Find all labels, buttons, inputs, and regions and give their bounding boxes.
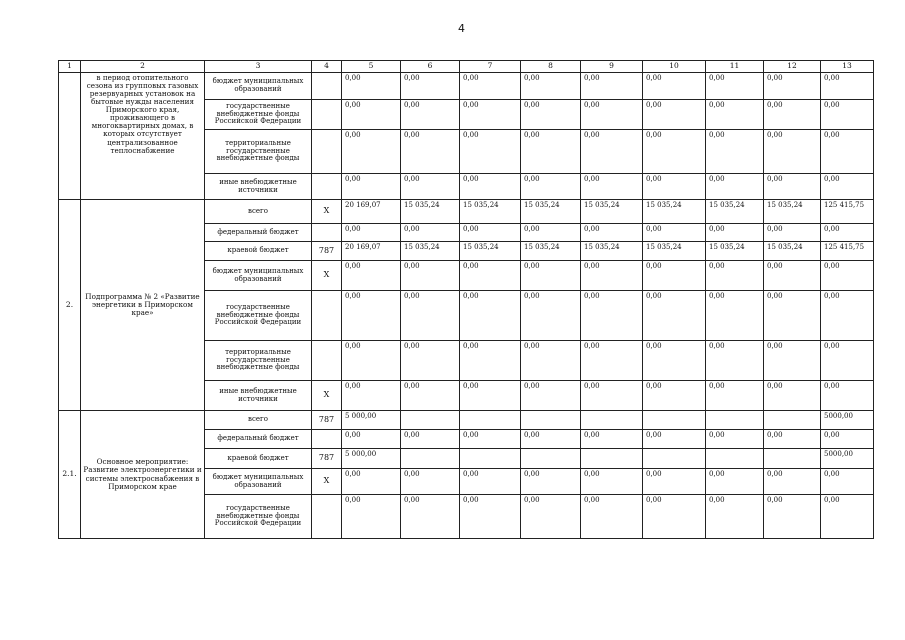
amount-cell: 0,00 bbox=[821, 291, 874, 341]
amount-cell bbox=[460, 449, 521, 469]
amount-cell: 15 035,24 bbox=[706, 242, 764, 261]
header-cell: 12 bbox=[764, 61, 821, 73]
amount-cell: 125 415,75 bbox=[821, 242, 874, 261]
budget-code bbox=[312, 291, 342, 341]
header-cell: 9 bbox=[581, 61, 643, 73]
amount-cell: 0,00 bbox=[643, 430, 706, 449]
program-name: Подпрограмма № 2 «Развитие энергетики в Приморском крае» bbox=[81, 200, 205, 411]
amount-cell: 0,00 bbox=[342, 174, 401, 200]
amount-cell: 0,00 bbox=[460, 495, 521, 539]
amount-cell: 15 035,24 bbox=[460, 242, 521, 261]
amount-cell: 15 035,24 bbox=[581, 242, 643, 261]
amount-cell: 0,00 bbox=[643, 381, 706, 411]
funding-source: краевой бюджет bbox=[205, 242, 312, 261]
amount-cell: 0,00 bbox=[581, 495, 643, 539]
amount-cell: 0,00 bbox=[581, 100, 643, 130]
amount-cell: 0,00 bbox=[521, 495, 581, 539]
amount-cell: 0,00 bbox=[342, 224, 401, 242]
amount-cell bbox=[706, 411, 764, 430]
amount-cell bbox=[581, 411, 643, 430]
amount-cell: 0,00 bbox=[821, 430, 874, 449]
amount-cell: 0,00 bbox=[821, 73, 874, 100]
amount-cell: 0,00 bbox=[342, 430, 401, 449]
funding-source: государственные внебюджетные фонды Российской Федерации bbox=[205, 291, 312, 341]
amount-cell: 0,00 bbox=[706, 174, 764, 200]
amount-cell: 0,00 bbox=[460, 73, 521, 100]
amount-cell: 0,00 bbox=[706, 130, 764, 174]
budget-code: X bbox=[312, 381, 342, 411]
amount-cell: 20 169,07 bbox=[342, 200, 401, 224]
amount-cell bbox=[460, 411, 521, 430]
budget-code: X bbox=[312, 469, 342, 495]
header-cell: 6 bbox=[401, 61, 460, 73]
amount-cell: 0,00 bbox=[764, 469, 821, 495]
budget-code bbox=[312, 430, 342, 449]
amount-cell: 0,00 bbox=[643, 341, 706, 381]
amount-cell: 0,00 bbox=[764, 261, 821, 291]
amount-cell: 0,00 bbox=[460, 261, 521, 291]
funding-source: бюджет муниципальных образований bbox=[205, 261, 312, 291]
amount-cell: 0,00 bbox=[581, 261, 643, 291]
amount-cell: 0,00 bbox=[460, 130, 521, 174]
amount-cell: 0,00 bbox=[581, 341, 643, 381]
budget-code: X bbox=[312, 200, 342, 224]
amount-cell: 0,00 bbox=[643, 174, 706, 200]
amount-cell: 0,00 bbox=[706, 469, 764, 495]
amount-cell: 0,00 bbox=[401, 174, 460, 200]
amount-cell: 15 035,24 bbox=[521, 242, 581, 261]
amount-cell: 0,00 bbox=[764, 73, 821, 100]
funding-source: территориальные государственные внебюджетные фонды bbox=[205, 341, 312, 381]
amount-cell: 15 035,24 bbox=[706, 200, 764, 224]
amount-cell bbox=[764, 449, 821, 469]
header-cell: 2 bbox=[81, 61, 205, 73]
amount-cell: 0,00 bbox=[821, 130, 874, 174]
amount-cell: 0,00 bbox=[643, 130, 706, 174]
funding-source: бюджет муниципальных образований bbox=[205, 73, 312, 100]
amount-cell: 0,00 bbox=[764, 174, 821, 200]
row-index: 2.1. bbox=[59, 411, 81, 539]
amount-cell: 0,00 bbox=[706, 261, 764, 291]
budget-table bbox=[58, 60, 874, 539]
header-cell: 7 bbox=[460, 61, 521, 73]
header-cell: 5 bbox=[342, 61, 401, 73]
amount-cell: 0,00 bbox=[460, 291, 521, 341]
funding-source: территориальные государственные внебюджетные фонды bbox=[205, 130, 312, 174]
amount-cell: 0,00 bbox=[643, 291, 706, 341]
amount-cell: 0,00 bbox=[581, 291, 643, 341]
amount-cell: 0,00 bbox=[342, 495, 401, 539]
program-name: в период отопительного сезона из групповых газовых резервуарных установок на бытовые нужды населения Приморского края, проживающего в многоквартирных домах, в которых отсутствует централизованное теплоснабжение bbox=[81, 73, 205, 200]
amount-cell: 0,00 bbox=[581, 381, 643, 411]
amount-cell: 0,00 bbox=[521, 130, 581, 174]
amount-cell: 0,00 bbox=[401, 261, 460, 291]
amount-cell: 0,00 bbox=[401, 291, 460, 341]
program-name: Основное мероприятие: Развитие электроэнергетики и системы электроснабжения в Приморском крае bbox=[81, 411, 205, 539]
row-index bbox=[59, 73, 81, 200]
amount-cell: 0,00 bbox=[342, 261, 401, 291]
amount-cell: 0,00 bbox=[401, 100, 460, 130]
amount-cell: 0,00 bbox=[460, 224, 521, 242]
amount-cell: 0,00 bbox=[821, 495, 874, 539]
amount-cell: 0,00 bbox=[764, 291, 821, 341]
amount-cell: 15 035,24 bbox=[581, 200, 643, 224]
amount-cell: 0,00 bbox=[821, 224, 874, 242]
amount-cell bbox=[401, 449, 460, 469]
amount-cell: 0,00 bbox=[706, 341, 764, 381]
amount-cell: 0,00 bbox=[460, 100, 521, 130]
amount-cell: 0,00 bbox=[521, 73, 581, 100]
amount-cell bbox=[521, 411, 581, 430]
header-cell: 4 bbox=[312, 61, 342, 73]
amount-cell: 15 035,24 bbox=[764, 200, 821, 224]
amount-cell: 0,00 bbox=[821, 469, 874, 495]
funding-source: всего bbox=[205, 411, 312, 430]
funding-source: иные внебюджетные источники bbox=[205, 381, 312, 411]
amount-cell: 0,00 bbox=[521, 291, 581, 341]
amount-cell: 0,00 bbox=[401, 381, 460, 411]
amount-cell: 0,00 bbox=[706, 224, 764, 242]
amount-cell: 0,00 bbox=[764, 495, 821, 539]
amount-cell bbox=[643, 449, 706, 469]
table-row bbox=[59, 73, 874, 100]
header-cell: 1 bbox=[59, 61, 81, 73]
amount-cell: 15 035,24 bbox=[764, 242, 821, 261]
amount-cell: 5 000,00 bbox=[342, 449, 401, 469]
amount-cell: 0,00 bbox=[581, 469, 643, 495]
amount-cell: 0,00 bbox=[342, 130, 401, 174]
amount-cell: 0,00 bbox=[821, 341, 874, 381]
header-row bbox=[59, 61, 874, 73]
amount-cell: 15 035,24 bbox=[643, 200, 706, 224]
amount-cell: 0,00 bbox=[460, 381, 521, 411]
amount-cell: 0,00 bbox=[342, 381, 401, 411]
amount-cell: 0,00 bbox=[764, 381, 821, 411]
amount-cell: 125 415,75 bbox=[821, 200, 874, 224]
amount-cell: 15 035,24 bbox=[401, 200, 460, 224]
amount-cell: 0,00 bbox=[821, 174, 874, 200]
amount-cell bbox=[521, 449, 581, 469]
budget-code bbox=[312, 224, 342, 242]
amount-cell: 0,00 bbox=[821, 261, 874, 291]
amount-cell: 0,00 bbox=[581, 174, 643, 200]
amount-cell: 0,00 bbox=[460, 430, 521, 449]
amount-cell: 20 169,07 bbox=[342, 242, 401, 261]
amount-cell: 5000,00 bbox=[821, 411, 874, 430]
amount-cell: 0,00 bbox=[342, 291, 401, 341]
amount-cell: 0,00 bbox=[764, 100, 821, 130]
amount-cell: 0,00 bbox=[521, 174, 581, 200]
funding-source: бюджет муниципальных образований bbox=[205, 469, 312, 495]
amount-cell: 5000,00 bbox=[821, 449, 874, 469]
amount-cell: 0,00 bbox=[706, 381, 764, 411]
amount-cell: 15 035,24 bbox=[460, 200, 521, 224]
amount-cell: 0,00 bbox=[521, 261, 581, 291]
budget-code bbox=[312, 130, 342, 174]
amount-cell bbox=[401, 411, 460, 430]
amount-cell: 0,00 bbox=[342, 469, 401, 495]
amount-cell bbox=[581, 449, 643, 469]
table-body bbox=[59, 73, 874, 539]
amount-cell: 0,00 bbox=[521, 381, 581, 411]
amount-cell: 0,00 bbox=[643, 469, 706, 495]
amount-cell: 0,00 bbox=[521, 224, 581, 242]
funding-source: иные внебюджетные источники bbox=[205, 174, 312, 200]
header-cell: 8 bbox=[521, 61, 581, 73]
page-number: 4 bbox=[458, 22, 465, 35]
funding-source: всего bbox=[205, 200, 312, 224]
budget-code bbox=[312, 341, 342, 381]
amount-cell: 0,00 bbox=[764, 130, 821, 174]
row-index: 2. bbox=[59, 200, 81, 411]
funding-source: краевой бюджет bbox=[205, 449, 312, 469]
amount-cell: 0,00 bbox=[706, 291, 764, 341]
amount-cell: 0,00 bbox=[821, 381, 874, 411]
amount-cell: 0,00 bbox=[401, 73, 460, 100]
amount-cell: 0,00 bbox=[401, 341, 460, 381]
amount-cell: 0,00 bbox=[401, 224, 460, 242]
budget-code bbox=[312, 100, 342, 130]
budget-code bbox=[312, 174, 342, 200]
amount-cell: 0,00 bbox=[581, 430, 643, 449]
amount-cell bbox=[643, 411, 706, 430]
header-cell: 10 bbox=[643, 61, 706, 73]
budget-code bbox=[312, 495, 342, 539]
amount-cell: 0,00 bbox=[521, 341, 581, 381]
header-cell: 11 bbox=[706, 61, 764, 73]
amount-cell: 0,00 bbox=[706, 495, 764, 539]
amount-cell: 15 035,24 bbox=[521, 200, 581, 224]
amount-cell: 0,00 bbox=[764, 430, 821, 449]
header-cell: 3 bbox=[205, 61, 312, 73]
amount-cell: 0,00 bbox=[643, 261, 706, 291]
budget-code: 787 bbox=[312, 449, 342, 469]
amount-cell: 0,00 bbox=[643, 495, 706, 539]
amount-cell: 0,00 bbox=[521, 469, 581, 495]
amount-cell: 0,00 bbox=[460, 469, 521, 495]
amount-cell: 0,00 bbox=[581, 224, 643, 242]
table-row bbox=[59, 411, 874, 430]
amount-cell: 5 000,00 bbox=[342, 411, 401, 430]
amount-cell: 15 035,24 bbox=[401, 242, 460, 261]
amount-cell: 0,00 bbox=[342, 73, 401, 100]
funding-source: федеральный бюджет bbox=[205, 224, 312, 242]
table-row bbox=[59, 200, 874, 224]
amount-cell: 0,00 bbox=[643, 100, 706, 130]
amount-cell: 0,00 bbox=[581, 73, 643, 100]
amount-cell: 0,00 bbox=[764, 224, 821, 242]
amount-cell: 15 035,24 bbox=[643, 242, 706, 261]
amount-cell: 0,00 bbox=[581, 130, 643, 174]
amount-cell bbox=[764, 411, 821, 430]
amount-cell: 0,00 bbox=[706, 73, 764, 100]
amount-cell: 0,00 bbox=[401, 495, 460, 539]
amount-cell: 0,00 bbox=[401, 430, 460, 449]
funding-source: государственные внебюджетные фонды Российской Федерации bbox=[205, 100, 312, 130]
budget-code: 787 bbox=[312, 242, 342, 261]
amount-cell: 0,00 bbox=[342, 100, 401, 130]
amount-cell: 0,00 bbox=[706, 100, 764, 130]
amount-cell: 0,00 bbox=[643, 224, 706, 242]
funding-source: федеральный бюджет bbox=[205, 430, 312, 449]
amount-cell: 0,00 bbox=[764, 341, 821, 381]
amount-cell: 0,00 bbox=[460, 174, 521, 200]
funding-source: государственные внебюджетные фонды Российской Федерации bbox=[205, 495, 312, 539]
amount-cell: 0,00 bbox=[706, 430, 764, 449]
amount-cell: 0,00 bbox=[401, 130, 460, 174]
amount-cell: 0,00 bbox=[821, 100, 874, 130]
budget-code: X bbox=[312, 261, 342, 291]
amount-cell: 0,00 bbox=[401, 469, 460, 495]
amount-cell: 0,00 bbox=[460, 341, 521, 381]
budget-code: 787 bbox=[312, 411, 342, 430]
amount-cell: 0,00 bbox=[521, 100, 581, 130]
amount-cell bbox=[706, 449, 764, 469]
amount-cell: 0,00 bbox=[342, 341, 401, 381]
header-cell: 13 bbox=[821, 61, 874, 73]
amount-cell: 0,00 bbox=[521, 430, 581, 449]
amount-cell: 0,00 bbox=[643, 73, 706, 100]
budget-code bbox=[312, 73, 342, 100]
